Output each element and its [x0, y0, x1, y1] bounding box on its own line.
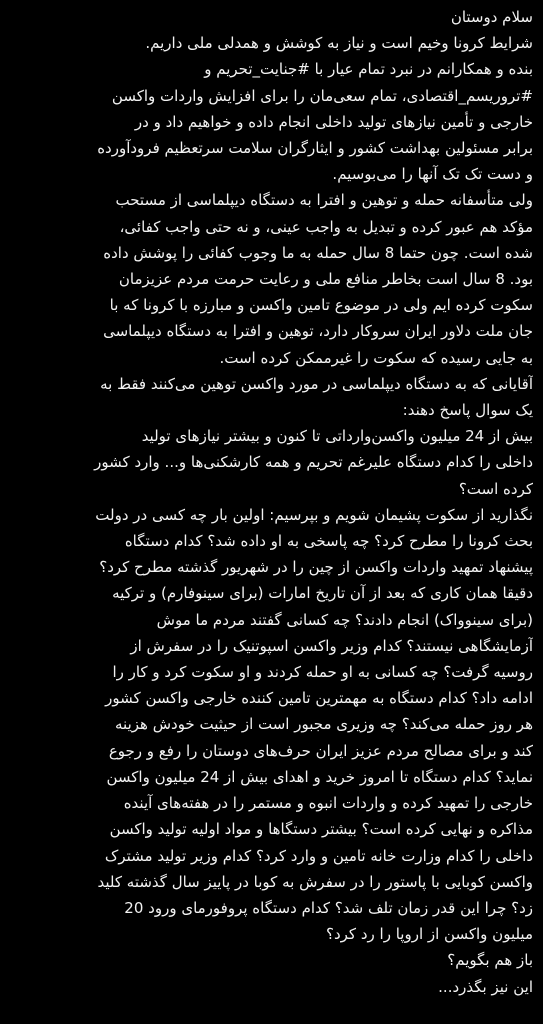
post-line: بود. 8 سال است بخاطر منافع ملی و رعایت حرمت مردم عزیزمان	[118, 270, 533, 289]
post-line: باز هم بگویم؟	[447, 951, 533, 970]
post-line: کند و برای مصالح مردم عزیز ایران حرف‌های دوستان را رفع و رجوع	[108, 741, 533, 760]
post-line: یک سوال پاسخ دهند:	[402, 401, 533, 420]
post-line: داخلی را کدام وزارت خانه تامین و وارد کرد؟ کدام وزیر تولید مشترک	[104, 846, 533, 865]
post-body	[10, 4, 533, 1000]
post-line: مؤکد هم عبور کرده و تبدیل به واجب عینی، و نه حتی واجب کفائی،	[119, 217, 533, 236]
post-line: آقایانی که به دستگاه دیپلماسی در مورد واکسن توهین می‌کنند فقط به	[100, 374, 533, 393]
post-line: شرایط کرونا وخیم است و نیاز به کوشش و همدلی ملی داریم.	[145, 34, 533, 53]
post-line: و دست تک تک آنها را می‌بوسیم.	[332, 165, 533, 184]
post-line: ادامه داد؟ کدام دستگاه به مهمترین تامین کننده خارجی واکسن کشور	[105, 689, 533, 708]
post-line: نماید؟ کدام دستگاه تا امروز خرید و اهدای بیش از 24 میلیون واکسن	[106, 767, 533, 786]
post-line: بنده و همکارانم در نبرد تمام عیار با #جنایت_تحریم و	[204, 60, 533, 79]
post-line: میلیون واکسن از اروپا را رد کرد؟	[326, 925, 533, 944]
post-line: شده است. چون حتما 8 سال حمله به ما وجوب کفائی را پوشش داده	[103, 243, 533, 262]
post-line: نگذارید از سکوت پشیمان شویم و بپرسیم: اولین بار چه کسی در دولت	[95, 505, 533, 524]
post-line: هر روز حمله می‌کند؟ چه وزیری مجبور است از حیثیت خودش هزینه	[115, 715, 533, 734]
post-line: بیش از 24 میلیون واکسن‌وارداتی تا کنون و بیشتر نیازهای تولید	[141, 427, 533, 446]
post-line: مذاکره و نهایی کرده است؟ بیشتر دستگاها و مواد اولیه تولید واکسن	[109, 820, 533, 839]
post-line: سلام دوستان	[450, 8, 533, 26]
post-line: ولی متأسفانه حمله و توهین و افترا به دستگاه دیپلماسی از مستحب	[115, 191, 533, 210]
post-line: داخلی را کدام دستگاه علیرغم تحریم و همه کارشکنی‌ها و... وارد کشور	[94, 453, 533, 472]
post-line: کرده است؟	[458, 479, 533, 498]
post-line: بحث کرونا را مطرح کرد؟ چه پاسخی به او داده شد؟ کدام دستگاه	[124, 532, 533, 551]
post-line: (برای سینوواک) انجام دادند؟ چه کسانی گفتند مردم ما موش	[156, 610, 533, 629]
post-line: خارجی و تأمین نیازهای تولید داخلی انجام داده و خواهیم داد و در	[134, 112, 533, 131]
post-line: روسیه گرفت؟ چه کسانی به او حمله کردند و او سکوت کرد و کار را	[112, 663, 533, 682]
post-line: #تروریسم_اقتصادی، تمام سعی‌مان را برای افزایش واردات واکسن	[111, 86, 533, 105]
post-line: جان ملت دلاور ایران سروکار دارد، توهین و افترا به دستگاه دیپلماسی	[103, 322, 533, 341]
post-line: به جایی رسیده که سکوت را غیرممکن کرده است.	[219, 348, 533, 367]
post-line: این نیز بگذرد...	[438, 977, 533, 996]
post-line: خارجی را تمهید کرده و واردات انبوه و مستمر را در هفته‌های آینده	[123, 794, 533, 813]
post-line: واکسن کوبایی با پاستور را در سفرش به کوبا در پاییز سال گذشته کلید	[97, 872, 533, 891]
post-line: سکوت کرده ایم ولی در موضوع تامین واکسن و مبارزه با کرونا که با	[109, 296, 533, 315]
post-line: برابر مسئولین بهداشت کشور و ایثارگران سلامت سرتعظیم فرودآورده	[97, 139, 533, 158]
post-line: زد؟ چرا این قدر زمان تلف شد؟ کدام دستگاه پروفورمای ورود 20	[124, 898, 533, 917]
post-line: دقیقا همان کاری که بعد از آن تاریخ امارات (برای سینوفارم) و ترکیه	[112, 584, 533, 603]
post-line: آزمایشگاهی نیستند؟ کدام وزیر واکسن اسپوتنیک را در سفرش از	[130, 636, 533, 655]
post-line: پیشنهاد تمهید واردات واکسن از چین را در شهریور گذشته مطرح کرد؟	[99, 558, 533, 577]
